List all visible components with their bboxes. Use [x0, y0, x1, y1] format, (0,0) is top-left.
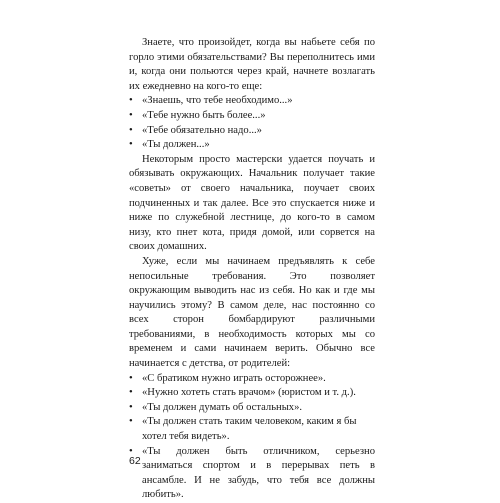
bullet-icon: •	[129, 372, 133, 384]
list-item-text: «Знаешь, что тебе необходимо...»	[142, 95, 293, 107]
list-item-text: «Ты должен быть отличником, серьезно заниматься спортом и в перерывах петь в ансамбле. И не забудь, что тебя все должны любить».	[142, 445, 375, 501]
demands-list-2	[129, 372, 375, 503]
paragraph-demands: Хуже, если мы начинаем предъявлять к себе непосильные требования. Это позволяет окружающим выводить нас из себя. Но как и где мы научились этому? В самом деле, нас постоянно со всех сторон бомбардируют различными требованиями, в необходимость которых мы со временем и сами начинаем верить. Обычно все начинается с детства, от родителей:	[129, 255, 375, 370]
list-item	[129, 109, 375, 124]
list-item	[129, 401, 375, 416]
bullet-icon: •	[129, 95, 133, 107]
list-item	[129, 94, 375, 109]
paragraph-bosses: Некоторым просто мастерски удается поучать и обязывать окружающих. Начальник получает такие «советы» от своего начальника, поучает своих подчиненных и так далее. Все это спускается ниже и ниже по служебной лестнице, до кого-то в самом низу, кто пнет кота, придя домой, или сорвется на своих домашних.	[129, 153, 375, 253]
page-number: 62	[129, 455, 141, 467]
list-item-text: «Ты должен стать таким человеком, каким я бы хотел тебя видеть».	[142, 416, 357, 443]
list-item	[129, 415, 375, 444]
list-item-text: «Ты должен...»	[142, 139, 210, 151]
list-item	[129, 445, 375, 503]
list-item-text: «Тебе обязательно надо...»	[142, 124, 262, 136]
bullet-icon: •	[129, 416, 133, 428]
bullet-icon: •	[129, 401, 133, 413]
demands-list-1	[129, 94, 375, 152]
bullet-icon: •	[129, 445, 133, 457]
list-item-text: «Нужно хотеть стать врачом» (юристом и т. д.).	[142, 387, 356, 399]
list-item-text: «Ты должен думать об остальных».	[142, 401, 303, 413]
list-item	[129, 372, 375, 387]
list-item	[129, 124, 375, 139]
list-item	[129, 386, 375, 401]
bullet-icon: •	[129, 124, 133, 136]
list-item	[129, 138, 375, 153]
bullet-icon: •	[129, 139, 133, 151]
bullet-icon: •	[129, 109, 133, 121]
paragraph-intro: Знаете, что произойдет, когда вы набьете себя по горло этими обязательствами? Вы переполнитесь ими и, когда они польются через край, начнете возлагать их ежедневно на кого-то еще:	[129, 37, 375, 92]
list-item-text: «С братиком нужно играть осторожнее».	[142, 372, 326, 384]
list-item-text: «Тебе нужно быть более...»	[142, 109, 266, 121]
page-text-block	[129, 36, 375, 503]
bullet-icon: •	[129, 387, 133, 399]
